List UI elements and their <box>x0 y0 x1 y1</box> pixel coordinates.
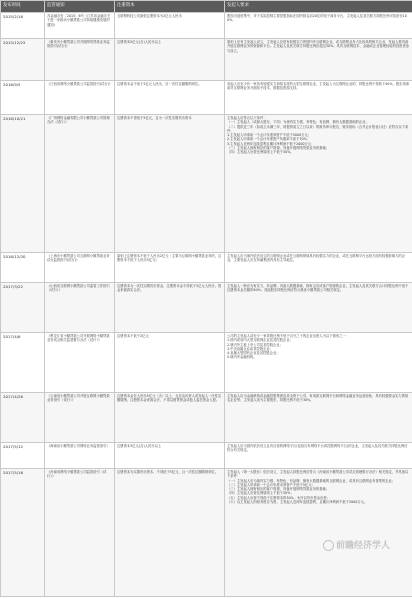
cell-requirement: 股权可适度集中，对于实际控制主要控股指标在国内排名前20位的电子商务平台，主发起人及其关联方持股比例可放宽至100%。 <box>225 13 412 39</box>
cell-notice: 《河南省网络小额贷款公司监管指引（试行）》 <box>45 469 115 597</box>
table-row <box>1 81 412 115</box>
header-notice: 监管通知 <box>45 1 115 13</box>
table-row <box>1 13 412 39</box>
watermark-logo-icon <box>323 540 334 551</box>
cell-notice: 《上海市小额贷款公司互联网小额贷款业务试点监管指引(试行)》 <box>45 253 115 283</box>
cell-capital: 注册资本为一次性实缴货币资金，注册资本金不得低于2亿元人民币，资金来源真实合法。 <box>115 283 225 333</box>
cell-capital: 注册资本金不低于2亿元人民币，应一次性足额缴纳到位。 <box>115 81 225 115</box>
cell-capital: 注册资本为实缴货币资本，不得低于5亿元，且一次性足额缴纳到位。 <box>115 469 225 597</box>
cell-date: 2017/5/16 <box>1 469 45 597</box>
cell-notice: 《云南省小额贷款公司开展互联网小额贷款业务指引（试行）》 <box>45 393 115 443</box>
cell-requirement: 原则上应有主发起人设立，主发起人应是有较强实力的国内外互联网企业，或互联网业务占比较高的相关企业，发起人要具备开展互联网业务的资源和平台。主发起人及其关联方持股比例应超过30%；具有互联网技术、金融或企业管理经验的投资者参与设立。 <box>225 39 412 81</box>
cell-notice: 苏金融办发〔2015〕6号《江苏省金融办关于进一步推动小额贷款公司持续健康发展的通知》 <box>45 13 115 39</box>
cell-notice: 《广州网络金融有限公司小额贷款公司管理办法（试行）》 <box>45 115 115 253</box>
cell-date: 2015/12/25 <box>1 39 45 81</box>
cell-requirement: 发起人应至少有一家具有较强实力和知名度的大型互联网企业，主发起人为互联网企业的，持股比例不得低于40%，股东须承诺对互联网业务开展给予技术、数据及资源支持。 <box>225 81 412 115</box>
table-row <box>1 39 412 81</box>
cell-notice: 《山西省互联网小额贷款公司监管工作指引（试行）》 <box>45 283 115 333</box>
cell-date: 2017/4/26 <box>1 393 45 443</box>
table-row <box>1 115 412 253</box>
watermark-text: 前瞻经济学人 <box>335 541 390 551</box>
cell-date: 2016/12/30 <box>1 253 45 283</box>
table-row <box>1 283 412 333</box>
cell-date: 2017/3/22 <box>1 283 45 333</box>
cell-capital: 注册资本不得低于5亿元，且为一次性实缴货币资本 <box>115 115 225 253</box>
cell-date: 2017/4/6 <box>1 333 45 393</box>
cell-requirement: 主发起人（第一大股东）依法设立，主发起人持股比例应符合《河南省小额贷款公司试点管理暂行办法》相关规定，并具备以下条件： （一）主发起人应为境内实力强、有特色、有品牌、拥有大数据基础的互联网企业，或具有互联网业务背景的企业； （二）主发起人申请前一个会计年度末净资产不低于5亿元； （三）主发起人拥有相应的客户资源，具备开展网络贷款业务的基础； （四）主发起人出资比例原则上不低于30%； （五）主发起人出资不得低于注册资本的30%，允许以货币资金出资； （六）以主发起人的财务报告为准，主发起人近两年连续盈利，且累计净利润不低于2000万元。 <box>225 469 412 597</box>
cell-capital: 注册资本金在人民币5亿元（含）以上，且应由出资人或发起人一次性足额缴纳，注册资本金来源合法，不得以借贷资金或他人委托资金入股。 <box>115 393 225 443</box>
cell-requirement: 主发起人应为金融机构或金融控股集团及其全资子公司、有成熟互联网平台和网络金融业务运营经验、具有较强资金实力的知名企业等；主发起人须为主要股东，持股比例不低于30%。 <box>225 393 412 443</box>
cell-requirement: 主发起人应为国内依法设立且有自营的网络平台(包括自有网络平台或控股网络平台)的企业，主发起人及其关联方持股比例应符合有关规定。 <box>225 443 412 469</box>
table-row <box>1 393 412 443</box>
cell-notice: 《重庆市小额贷款公司开展网络贷款业务监管指引(试行)》 <box>45 39 115 81</box>
table-row <box>1 333 412 393</box>
cell-requirement: 主发起人应为境内依法设立的互联网企业或在互联网领域具有较强实力的企业，或在互联网平台运营方面有较强影响力的企业，主要发起人应在所属集团内具有主导地位。 <box>225 253 412 283</box>
table-row <box>1 469 412 597</box>
cell-requirement: 主发起人应符合以下条件： （一）主发起人（或最大股东，下同）为境内实力强、有特色、有品牌、拥有大数据基础的企业； （二）提供近三年（如成立未满三年，则提供成立之日以来）的财务审计报告，财务指标（合并会计报表口径）应符合以下条件： 1.主发起人申请前一个会计年度净资产不低于5000万元； 2.主发起人申请前一个会计年度资产负债率不高于70%； 3.主发起人近两年连续盈利且累计净利润不低于2000万元； （三）主发起人拥有相应的客户资源，具备开展网络贷款业务的基础； （四）主发起人出资比例原则上不低于30%。 <box>225 115 412 253</box>
table-header-row <box>1 1 412 13</box>
header-capital: 注册资本 <box>115 1 225 13</box>
cell-capital: 原则上注册资本不低于人民币2亿元（主要为互联网小额贷款业务的，注册资本不低于人民币5亿元） <box>115 253 225 283</box>
cell-date: 2016/9/5 <box>1 81 45 115</box>
table-row <box>1 443 412 469</box>
cell-capital: 注册资本5亿元(含)人民币以上 <box>115 39 225 81</box>
cell-requirement: 主发起人一般应为有实力、有品牌、具备大数据基础、拥有会员或客户资源的企业，主发起人及其关联方合计持股比例不低于注册资本金总额的40%；其他股东持股比例应符合我省小额贷款公司相关规定。 <box>225 283 412 333</box>
cell-requirement: 公司的主发起人或至少一家持股比例不低于百分之十的企业出资人为以下情形之一： 1.国内或省内大型互联网企业及其控股企业； 2.境内外主板上市公司及其控股企业； 3.中央直属企业或其控股企业； 4.省属大型国有企业及其控股企业； 5.境内外金融机构。 <box>225 333 412 393</box>
cell-date: 2015/2/16 <box>1 13 45 39</box>
cell-capital: 互联网科技公司最低注册资本为2亿元人民币 <box>115 13 225 39</box>
header-date: 发布时间 <box>1 1 45 13</box>
watermark <box>323 538 390 551</box>
cell-notice: 《江西省网络小额贷款公司监管指引(试行)》 <box>45 81 115 115</box>
cell-date: 2017/5/12 <box>1 443 45 469</box>
cell-date: 2016/10/21 <box>1 115 45 253</box>
cell-notice: 《黑龙江省小额贷款公司开展网络小额贷款业务试点相关监管暂行办法（试行）》 <box>45 333 115 393</box>
cell-capital: 注册资本3亿元(含)人民币以上 <box>115 443 225 469</box>
cell-notice: 《海南省小额贷款公司网络业务监管指引》 <box>45 443 115 469</box>
header-requirement: 发起人要求 <box>225 1 412 13</box>
table-row <box>1 253 412 283</box>
cell-capital: 注册资本不低于2亿元 <box>115 333 225 393</box>
